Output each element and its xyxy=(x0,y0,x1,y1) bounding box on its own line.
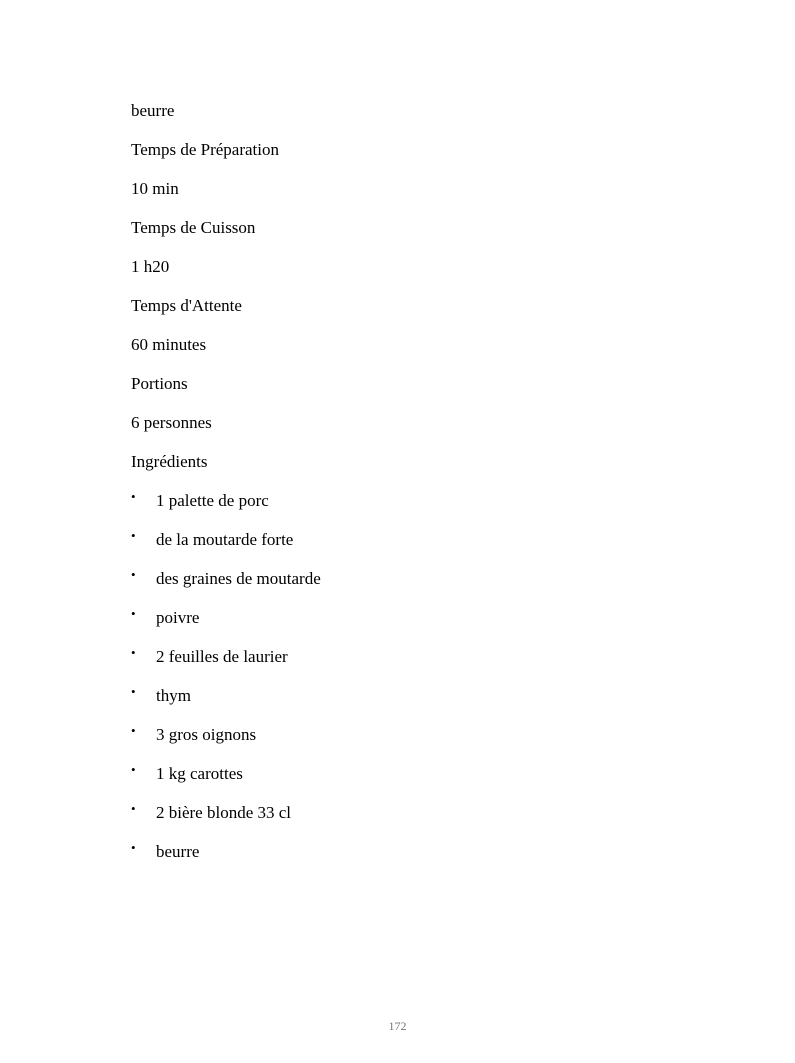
list-item xyxy=(131,684,731,723)
list-item xyxy=(131,801,731,840)
page-number: 172 xyxy=(388,1019,407,1033)
portions-value: 6 personnes xyxy=(131,413,212,432)
ingredient-text: beurre xyxy=(156,842,200,861)
list-item xyxy=(131,567,731,606)
bullet-icon: • xyxy=(131,489,136,504)
ingredient-text: 2 bière blonde 33 cl xyxy=(156,803,292,822)
portions-heading: Portions xyxy=(131,374,188,393)
bullet-icon: • xyxy=(131,528,136,543)
list-item xyxy=(131,606,731,645)
prep-time-value: 10 min xyxy=(131,179,179,198)
ingredients-list xyxy=(131,489,731,879)
list-item xyxy=(131,528,731,567)
recipe-content xyxy=(131,99,731,879)
list-item xyxy=(131,762,731,801)
ingredient-text: des graines de moutarde xyxy=(156,569,321,588)
bullet-icon: • xyxy=(131,567,136,582)
list-item xyxy=(131,840,731,879)
list-item xyxy=(131,489,731,528)
ingredient-text: poivre xyxy=(156,608,200,627)
bullet-icon: • xyxy=(131,762,136,777)
wait-time-heading: Temps d'Attente xyxy=(131,296,242,315)
cook-time-value: 1 h20 xyxy=(131,257,170,276)
text-line: beurre xyxy=(131,101,175,120)
bullet-icon: • xyxy=(131,840,136,855)
bullet-icon: • xyxy=(131,606,136,621)
list-item xyxy=(131,645,731,684)
ingredient-text: 1 palette de porc xyxy=(156,491,269,510)
bullet-icon: • xyxy=(131,723,136,738)
ingredient-text: thym xyxy=(156,686,191,705)
bullet-icon: • xyxy=(131,801,136,816)
ingredient-text: de la moutarde forte xyxy=(156,530,294,549)
cook-time-heading: Temps de Cuisson xyxy=(131,218,256,237)
ingredient-text: 1 kg carottes xyxy=(156,764,243,783)
bullet-icon: • xyxy=(131,684,136,699)
ingredient-text: 2 feuilles de laurier xyxy=(156,647,288,666)
ingredient-text: 3 gros oignons xyxy=(156,725,257,744)
list-item xyxy=(131,723,731,762)
ingredients-heading: Ingrédients xyxy=(131,452,208,471)
bullet-icon: • xyxy=(131,645,136,660)
wait-time-value: 60 minutes xyxy=(131,335,207,354)
prep-time-heading: Temps de Préparation xyxy=(131,140,279,159)
